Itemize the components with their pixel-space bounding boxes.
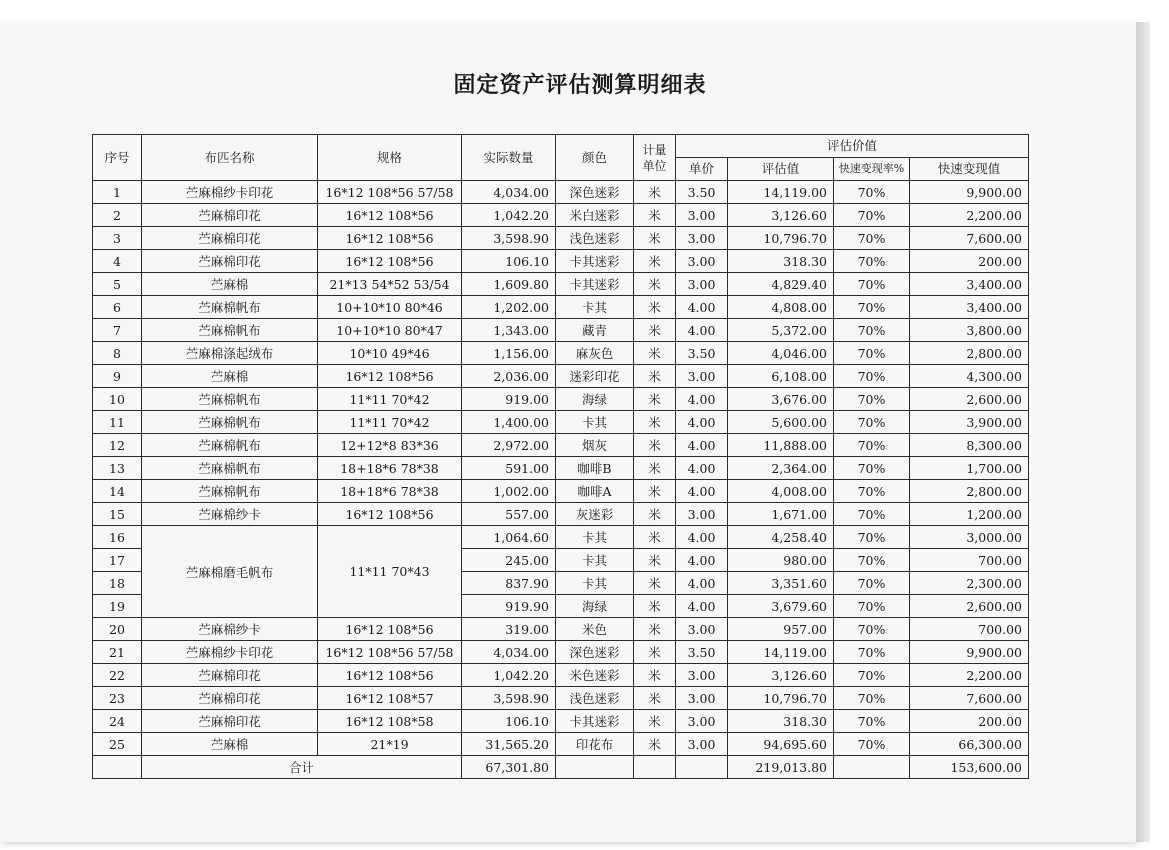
cell-value: 957.00 xyxy=(728,618,834,641)
cell-no: 10 xyxy=(93,388,142,411)
table-row xyxy=(93,388,1029,411)
cell-color: 米色迷彩 xyxy=(556,664,634,687)
cell-unit: 米 xyxy=(634,641,676,664)
cell-spec: 16*12 108*56 xyxy=(318,503,462,526)
cell-spec: 11*11 70*42 xyxy=(318,411,462,434)
cell-unit: 米 xyxy=(634,503,676,526)
cell-unit: 米 xyxy=(634,411,676,434)
cell-value: 3,351.60 xyxy=(728,572,834,595)
cell-color: 卡其迷彩 xyxy=(556,273,634,296)
cell-color: 米白迷彩 xyxy=(556,204,634,227)
cell-spec: 16*12 108*58 xyxy=(318,710,462,733)
cell-fast: 2,600.00 xyxy=(910,388,1029,411)
cell-qty: 919.00 xyxy=(462,388,556,411)
cell-qty: 4,034.00 xyxy=(462,641,556,664)
cell-spec: 10+10*10 80*47 xyxy=(318,319,462,342)
table-header xyxy=(93,135,1029,181)
cell-qty: 1,202.00 xyxy=(462,296,556,319)
cell-unit: 米 xyxy=(634,250,676,273)
cell-fast: 2,300.00 xyxy=(910,572,1029,595)
cell-spec: 16*12 108*56 57/58 xyxy=(318,641,462,664)
page-edge-shadow xyxy=(1136,22,1150,842)
cell-spec: 16*12 108*56 xyxy=(318,227,462,250)
cell-no: 15 xyxy=(93,503,142,526)
cell-rate: 70% xyxy=(834,296,910,319)
cell-spec: 21*13 54*52 53/54 xyxy=(318,273,462,296)
table-row xyxy=(93,687,1029,710)
cell-rate: 70% xyxy=(834,595,910,618)
cell-rate: 70% xyxy=(834,388,910,411)
cell-fast: 9,900.00 xyxy=(910,641,1029,664)
cell-rate: 70% xyxy=(834,549,910,572)
cell-rate: 70% xyxy=(834,503,910,526)
cell-spec: 10*10 49*46 xyxy=(318,342,462,365)
cell-name: 苎麻棉 xyxy=(142,733,318,756)
cell-price: 3.00 xyxy=(676,733,728,756)
cell-unit: 米 xyxy=(634,572,676,595)
cell-value: 4,829.40 xyxy=(728,273,834,296)
table-row xyxy=(93,503,1029,526)
cell-unit: 米 xyxy=(634,549,676,572)
table-row xyxy=(93,457,1029,480)
cell-qty: 106.10 xyxy=(462,250,556,273)
cell-fast: 1,700.00 xyxy=(910,457,1029,480)
cell-no: 11 xyxy=(93,411,142,434)
cell-no: 25 xyxy=(93,733,142,756)
cell-rate: 70% xyxy=(834,273,910,296)
cell-no: 13 xyxy=(93,457,142,480)
header-name: 布匹名称 xyxy=(142,135,318,181)
valuation-table xyxy=(92,134,1029,779)
cell-value: 4,808.00 xyxy=(728,296,834,319)
cell-qty: 837.90 xyxy=(462,572,556,595)
table-row xyxy=(93,480,1029,503)
cell-value: 3,679.60 xyxy=(728,595,834,618)
cell-name: 苎麻棉帆布 xyxy=(142,434,318,457)
cell-spec: 16*12 108*57 xyxy=(318,687,462,710)
cell-price: 3.00 xyxy=(676,503,728,526)
cell-price: 4.00 xyxy=(676,549,728,572)
table-row xyxy=(93,227,1029,250)
table-row xyxy=(93,365,1029,388)
cell-fast: 3,400.00 xyxy=(910,296,1029,319)
cell-color: 深色迷彩 xyxy=(556,181,634,204)
cell-rate: 70% xyxy=(834,687,910,710)
cell-name: 苎麻棉纱卡印花 xyxy=(142,641,318,664)
cell-color: 烟灰 xyxy=(556,434,634,457)
cell-fast: 3,000.00 xyxy=(910,526,1029,549)
cell-value: 318.30 xyxy=(728,710,834,733)
cell-value: 318.30 xyxy=(728,250,834,273)
cell-spec: 18+18*6 78*38 xyxy=(318,457,462,480)
cell-value: 94,695.60 xyxy=(728,733,834,756)
cell-rate: 70% xyxy=(834,411,910,434)
table-row xyxy=(93,181,1029,204)
cell-fast: 3,800.00 xyxy=(910,319,1029,342)
cell-spec: 10+10*10 80*46 xyxy=(318,296,462,319)
cell-no: 16 xyxy=(93,526,142,549)
cell-color: 咖啡A xyxy=(556,480,634,503)
table-row xyxy=(93,526,1029,549)
cell-price: 3.00 xyxy=(676,710,728,733)
total-label: 合计 xyxy=(142,756,462,779)
cell-spec: 18+18*6 78*38 xyxy=(318,480,462,503)
cell-unit: 米 xyxy=(634,434,676,457)
cell-fast: 700.00 xyxy=(910,549,1029,572)
cell-color: 浅色迷彩 xyxy=(556,687,634,710)
cell-qty: 1,156.00 xyxy=(462,342,556,365)
cell-no: 24 xyxy=(93,710,142,733)
cell-qty: 1,609.80 xyxy=(462,273,556,296)
cell-value: 5,372.00 xyxy=(728,319,834,342)
cell-color: 海绿 xyxy=(556,388,634,411)
cell-fast: 9,900.00 xyxy=(910,181,1029,204)
cell-value: 10,796.70 xyxy=(728,687,834,710)
cell-name: 苎麻棉印花 xyxy=(142,710,318,733)
cell-no: 21 xyxy=(93,641,142,664)
cell-color: 印花布 xyxy=(556,733,634,756)
cell-qty: 1,064.60 xyxy=(462,526,556,549)
cell-spec: 11*11 70*42 xyxy=(318,388,462,411)
cell-value: 3,676.00 xyxy=(728,388,834,411)
header-value: 评估值 xyxy=(728,158,834,181)
cell-unit: 米 xyxy=(634,296,676,319)
cell-spec: 21*19 xyxy=(318,733,462,756)
cell-rate: 70% xyxy=(834,572,910,595)
table-row xyxy=(93,618,1029,641)
cell-no: 22 xyxy=(93,664,142,687)
cell-name: 苎麻棉帆布 xyxy=(142,480,318,503)
table-row xyxy=(93,250,1029,273)
cell-qty: 3,598.90 xyxy=(462,227,556,250)
cell-qty: 106.10 xyxy=(462,710,556,733)
cell-rate: 70% xyxy=(834,664,910,687)
cell-value: 3,126.60 xyxy=(728,664,834,687)
cell-color: 卡其 xyxy=(556,411,634,434)
cell-value: 14,119.00 xyxy=(728,641,834,664)
header-qty: 实际数量 xyxy=(462,135,556,181)
cell-name: 苎麻棉帆布 xyxy=(142,411,318,434)
cell-value: 4,258.40 xyxy=(728,526,834,549)
cell-color: 卡其 xyxy=(556,572,634,595)
table-row xyxy=(93,296,1029,319)
cell-rate: 70% xyxy=(834,480,910,503)
cell-no: 6 xyxy=(93,296,142,319)
cell-qty: 4,034.00 xyxy=(462,181,556,204)
cell-rate: 70% xyxy=(834,526,910,549)
cell-unit: 米 xyxy=(634,480,676,503)
cell-unit: 米 xyxy=(634,733,676,756)
cell-unit: 米 xyxy=(634,710,676,733)
cell-value: 2,364.00 xyxy=(728,457,834,480)
cell-spec: 12+12*8 83*36 xyxy=(318,434,462,457)
cell-value: 5,600.00 xyxy=(728,411,834,434)
cell-value: 980.00 xyxy=(728,549,834,572)
total-value: 219,013.80 xyxy=(728,756,834,779)
cell-name: 苎麻棉涤起绒布 xyxy=(142,342,318,365)
cell-fast: 2,800.00 xyxy=(910,342,1029,365)
table-row xyxy=(93,664,1029,687)
cell-qty: 319.00 xyxy=(462,618,556,641)
header-price: 单价 xyxy=(676,158,728,181)
cell-color: 咖啡B xyxy=(556,457,634,480)
cell-fast: 200.00 xyxy=(910,250,1029,273)
cell-price: 3.00 xyxy=(676,687,728,710)
header-rate: 快速变现率% xyxy=(834,158,910,181)
cell-unit: 米 xyxy=(634,687,676,710)
cell-value: 11,888.00 xyxy=(728,434,834,457)
cell-qty: 2,972.00 xyxy=(462,434,556,457)
cell-price: 4.00 xyxy=(676,434,728,457)
cell-value: 10,796.70 xyxy=(728,227,834,250)
cell-qty: 557.00 xyxy=(462,503,556,526)
cell-unit: 米 xyxy=(634,227,676,250)
cell-color: 卡其 xyxy=(556,296,634,319)
cell-name: 苎麻棉印花 xyxy=(142,664,318,687)
cell-unit: 米 xyxy=(634,273,676,296)
cell-name: 苎麻棉 xyxy=(142,365,318,388)
cell-rate: 70% xyxy=(834,342,910,365)
cell-no: 18 xyxy=(93,572,142,595)
cell-price: 4.00 xyxy=(676,526,728,549)
table-row xyxy=(93,204,1029,227)
cell-fast: 700.00 xyxy=(910,618,1029,641)
cell-price: 3.00 xyxy=(676,204,728,227)
cell-rate: 70% xyxy=(834,434,910,457)
cell-unit: 米 xyxy=(634,618,676,641)
cell-fast: 1,200.00 xyxy=(910,503,1029,526)
cell-name: 苎麻棉 xyxy=(142,273,318,296)
cell-price: 3.00 xyxy=(676,664,728,687)
cell-price: 3.50 xyxy=(676,181,728,204)
cell-value: 3,126.60 xyxy=(728,204,834,227)
cell-rate: 70% xyxy=(834,319,910,342)
cell-unit: 米 xyxy=(634,181,676,204)
cell-spec: 11*11 70*43 xyxy=(318,526,462,618)
cell-rate: 70% xyxy=(834,618,910,641)
cell-unit: 米 xyxy=(634,664,676,687)
table-row xyxy=(93,273,1029,296)
cell-name: 苎麻棉帆布 xyxy=(142,319,318,342)
table-row xyxy=(93,641,1029,664)
cell-price: 4.00 xyxy=(676,572,728,595)
table-row xyxy=(93,342,1029,365)
cell-no: 7 xyxy=(93,319,142,342)
cell-color: 卡其迷彩 xyxy=(556,710,634,733)
cell-name: 苎麻棉印花 xyxy=(142,250,318,273)
cell-fast: 7,600.00 xyxy=(910,687,1029,710)
cell-fast: 3,900.00 xyxy=(910,411,1029,434)
cell-price: 3.00 xyxy=(676,365,728,388)
cell-qty: 1,042.20 xyxy=(462,204,556,227)
table-row xyxy=(93,319,1029,342)
cell-spec: 16*12 108*56 xyxy=(318,664,462,687)
cell-price: 3.50 xyxy=(676,342,728,365)
cell-qty: 1,002.00 xyxy=(462,480,556,503)
cell-price: 3.00 xyxy=(676,618,728,641)
cell-rate: 70% xyxy=(834,204,910,227)
cell-price: 4.00 xyxy=(676,388,728,411)
cell-unit: 米 xyxy=(634,595,676,618)
table-body xyxy=(93,181,1029,756)
cell-unit: 米 xyxy=(634,204,676,227)
document-title: 固定资产评估测算明细表 xyxy=(453,72,707,98)
cell-color: 浅色迷彩 xyxy=(556,227,634,250)
cell-fast: 2,200.00 xyxy=(910,664,1029,687)
total-row xyxy=(93,756,1029,779)
cell-no: 3 xyxy=(93,227,142,250)
cell-fast: 3,400.00 xyxy=(910,273,1029,296)
cell-unit: 米 xyxy=(634,457,676,480)
cell-qty: 591.00 xyxy=(462,457,556,480)
cell-fast: 200.00 xyxy=(910,710,1029,733)
cell-value: 1,671.00 xyxy=(728,503,834,526)
cell-fast: 2,600.00 xyxy=(910,595,1029,618)
cell-color: 米色 xyxy=(556,618,634,641)
cell-qty: 245.00 xyxy=(462,549,556,572)
cell-spec: 16*12 108*56 xyxy=(318,365,462,388)
cell-qty: 919.90 xyxy=(462,595,556,618)
table-row xyxy=(93,411,1029,434)
cell-no: 19 xyxy=(93,595,142,618)
header-unit: 计量单位 xyxy=(634,135,676,181)
cell-price: 3.00 xyxy=(676,273,728,296)
cell-unit: 米 xyxy=(634,365,676,388)
cell-no: 12 xyxy=(93,434,142,457)
cell-qty: 2,036.00 xyxy=(462,365,556,388)
cell-fast: 4,300.00 xyxy=(910,365,1029,388)
cell-rate: 70% xyxy=(834,250,910,273)
cell-color: 深色迷彩 xyxy=(556,641,634,664)
header-spec: 规格 xyxy=(318,135,462,181)
cell-name: 苎麻棉帆布 xyxy=(142,296,318,319)
cell-no: 23 xyxy=(93,687,142,710)
header-color: 颜色 xyxy=(556,135,634,181)
header-fast-value: 快速变现值 xyxy=(910,158,1029,181)
table-row xyxy=(93,733,1029,756)
table-row xyxy=(93,434,1029,457)
cell-unit: 米 xyxy=(634,342,676,365)
cell-name: 苎麻棉印花 xyxy=(142,687,318,710)
cell-unit: 米 xyxy=(634,526,676,549)
cell-price: 4.00 xyxy=(676,595,728,618)
cell-name: 苎麻棉纱卡 xyxy=(142,503,318,526)
cell-fast: 66,300.00 xyxy=(910,733,1029,756)
cell-price: 4.00 xyxy=(676,296,728,319)
cell-qty: 1,400.00 xyxy=(462,411,556,434)
cell-no: 5 xyxy=(93,273,142,296)
cell-color: 灰迷彩 xyxy=(556,503,634,526)
cell-spec: 16*12 108*56 xyxy=(318,618,462,641)
cell-color: 藏青 xyxy=(556,319,634,342)
cell-value: 4,046.00 xyxy=(728,342,834,365)
cell-price: 4.00 xyxy=(676,319,728,342)
cell-spec: 16*12 108*56 xyxy=(318,250,462,273)
cell-spec: 16*12 108*56 xyxy=(318,204,462,227)
cell-rate: 70% xyxy=(834,365,910,388)
cell-price: 3.00 xyxy=(676,250,728,273)
cell-no: 9 xyxy=(93,365,142,388)
cell-fast: 8,300.00 xyxy=(910,434,1029,457)
cell-color: 麻灰色 xyxy=(556,342,634,365)
header-valuation: 评估价值 xyxy=(676,135,1029,158)
cell-name: 苎麻棉纱卡印花 xyxy=(142,181,318,204)
cell-name: 苎麻棉磨毛帆布 xyxy=(142,526,318,618)
cell-qty: 3,598.90 xyxy=(462,687,556,710)
cell-fast: 2,800.00 xyxy=(910,480,1029,503)
cell-price: 4.00 xyxy=(676,480,728,503)
cell-name: 苎麻棉印花 xyxy=(142,204,318,227)
cell-name: 苎麻棉帆布 xyxy=(142,457,318,480)
cell-name: 苎麻棉印花 xyxy=(142,227,318,250)
cell-rate: 70% xyxy=(834,733,910,756)
total-qty: 67,301.80 xyxy=(462,756,556,779)
cell-qty: 1,343.00 xyxy=(462,319,556,342)
cell-spec: 16*12 108*56 57/58 xyxy=(318,181,462,204)
cell-no: 14 xyxy=(93,480,142,503)
cell-value: 4,008.00 xyxy=(728,480,834,503)
cell-price: 4.00 xyxy=(676,411,728,434)
cell-rate: 70% xyxy=(834,227,910,250)
cell-value: 6,108.00 xyxy=(728,365,834,388)
cell-no: 17 xyxy=(93,549,142,572)
total-fast-value: 153,600.00 xyxy=(910,756,1029,779)
cell-unit: 米 xyxy=(634,319,676,342)
cell-color: 海绿 xyxy=(556,595,634,618)
cell-fast: 2,200.00 xyxy=(910,204,1029,227)
cell-no: 4 xyxy=(93,250,142,273)
cell-qty: 1,042.20 xyxy=(462,664,556,687)
cell-color: 卡其 xyxy=(556,549,634,572)
cell-no: 20 xyxy=(93,618,142,641)
cell-value: 14,119.00 xyxy=(728,181,834,204)
cell-name: 苎麻棉纱卡 xyxy=(142,618,318,641)
header-no: 序号 xyxy=(93,135,142,181)
table-row xyxy=(93,710,1029,733)
cell-qty: 31,565.20 xyxy=(462,733,556,756)
cell-no: 8 xyxy=(93,342,142,365)
cell-no: 1 xyxy=(93,181,142,204)
cell-rate: 70% xyxy=(834,641,910,664)
cell-color: 卡其迷彩 xyxy=(556,250,634,273)
cell-price: 3.50 xyxy=(676,641,728,664)
cell-price: 4.00 xyxy=(676,457,728,480)
cell-fast: 7,600.00 xyxy=(910,227,1029,250)
cell-rate: 70% xyxy=(834,457,910,480)
cell-price: 3.00 xyxy=(676,227,728,250)
cell-no: 2 xyxy=(93,204,142,227)
cell-color: 迷彩印花 xyxy=(556,365,634,388)
cell-rate: 70% xyxy=(834,181,910,204)
cell-color: 卡其 xyxy=(556,526,634,549)
cell-name: 苎麻棉帆布 xyxy=(142,388,318,411)
cell-rate: 70% xyxy=(834,710,910,733)
cell-unit: 米 xyxy=(634,388,676,411)
